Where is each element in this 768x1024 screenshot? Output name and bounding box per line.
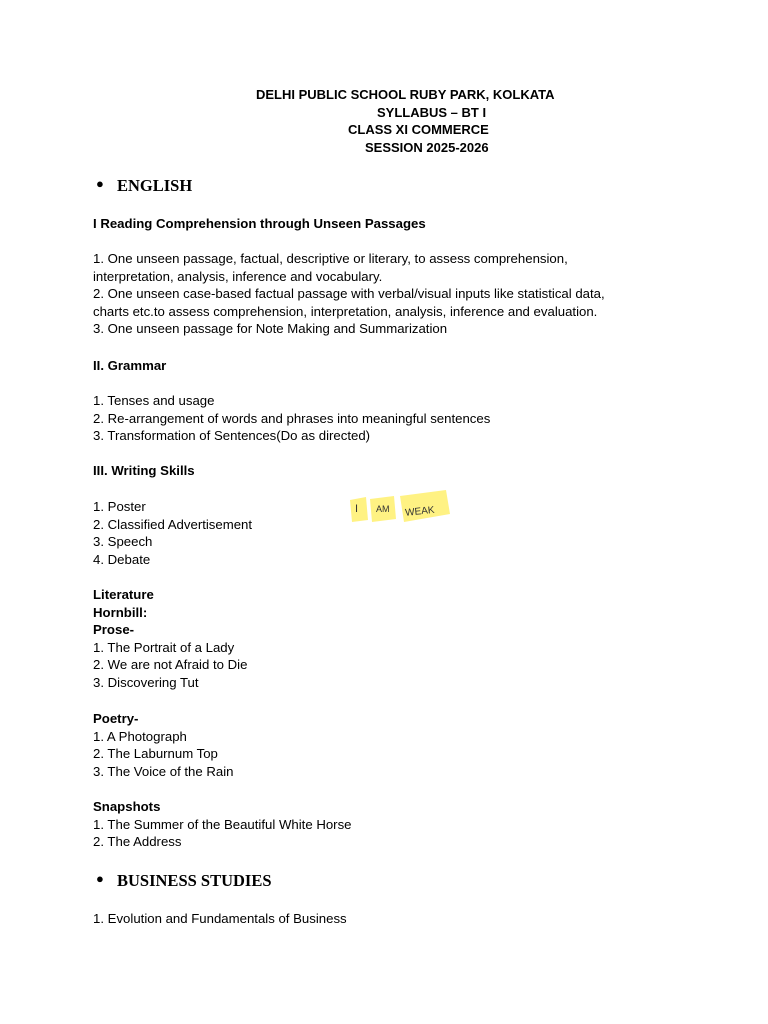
- syllabus-title: SYLLABUS – BT I: [377, 104, 487, 120]
- list-item: 2. The Laburnum Top: [93, 746, 218, 762]
- section-english-heading: [96, 176, 193, 196]
- prose-heading: Prose-: [93, 622, 135, 638]
- list-item: 1. Tenses and usage: [93, 393, 215, 408]
- list-item: 1. A Photograph: [93, 728, 187, 744]
- bullet-icon: ●: [96, 176, 104, 191]
- literature-heading: Literature: [93, 587, 154, 602]
- list-item: 2. We are not Afraid to Die: [93, 657, 248, 673]
- list-item: 2. Classified Advertisement: [93, 516, 253, 532]
- list-item: 4. Debate: [93, 551, 151, 567]
- class-title: CLASS XI COMMERCE: [348, 122, 489, 138]
- list-item: 3. Discovering Tut: [93, 674, 199, 690]
- list-item: interpretation, analysis, inference and vocabulary.: [93, 268, 383, 284]
- note-patch: [350, 497, 368, 522]
- section-business-heading: [96, 871, 272, 891]
- writing-heading: III. Writing Skills: [93, 463, 195, 478]
- note-word: I: [355, 503, 359, 515]
- business-list: [93, 910, 713, 928]
- grammar-list: [93, 392, 713, 445]
- snapshots-heading: Snapshots: [93, 799, 161, 814]
- list-item: 3. Transformation of Sentences(Do as directed): [93, 428, 371, 444]
- list-item: 1. The Portrait of a Lady: [93, 639, 235, 655]
- literature-block: [93, 586, 713, 692]
- list-item: 3. Speech: [93, 534, 153, 550]
- poetry-heading: Poetry-: [93, 711, 139, 726]
- note-word: WEAK: [404, 504, 436, 519]
- list-item: 2. One unseen case-based factual passage with verbal/visual inputs like statistical data,: [93, 286, 605, 302]
- sticky-note-annotation: [348, 490, 452, 526]
- school-name: DELHI PUBLIC SCHOOL RUBY PARK, KOLKATA: [256, 87, 555, 102]
- list-item: charts etc.to assess comprehension, interpretation, analysis, inference and evaluation.: [93, 303, 598, 319]
- list-item: 1. One unseen passage, factual, descriptive or literary, to assess comprehension,: [93, 251, 568, 266]
- section-english-title: ENGLISH: [117, 176, 193, 195]
- snapshots-block: [93, 798, 713, 851]
- list-item: 1. Evolution and Fundamentals of Business: [93, 911, 347, 926]
- poetry-block: [93, 710, 713, 780]
- note-word: AM: [376, 504, 390, 514]
- section-business-title: BUSINESS STUDIES: [117, 871, 272, 890]
- list-item: 1. Poster: [93, 499, 146, 514]
- grammar-heading: II. Grammar: [93, 358, 167, 373]
- reading-heading: I Reading Comprehension through Unseen Passages: [93, 216, 426, 231]
- list-item: 1. The Summer of the Beautiful White Horse: [93, 816, 352, 832]
- document-header: [0, 86, 768, 156]
- hornbill-heading: Hornbill:: [93, 604, 148, 620]
- bullet-icon: ●: [96, 871, 104, 886]
- list-item: 3. The Voice of the Rain: [93, 763, 234, 779]
- session-title: SESSION 2025-2026: [365, 139, 489, 155]
- list-item: 2. Re-arrangement of words and phrases into meaningful sentences: [93, 410, 491, 426]
- reading-list: [93, 250, 713, 338]
- list-item: 2. The Address: [93, 834, 182, 850]
- list-item: 3. One unseen passage for Note Making and Summarization: [93, 321, 448, 337]
